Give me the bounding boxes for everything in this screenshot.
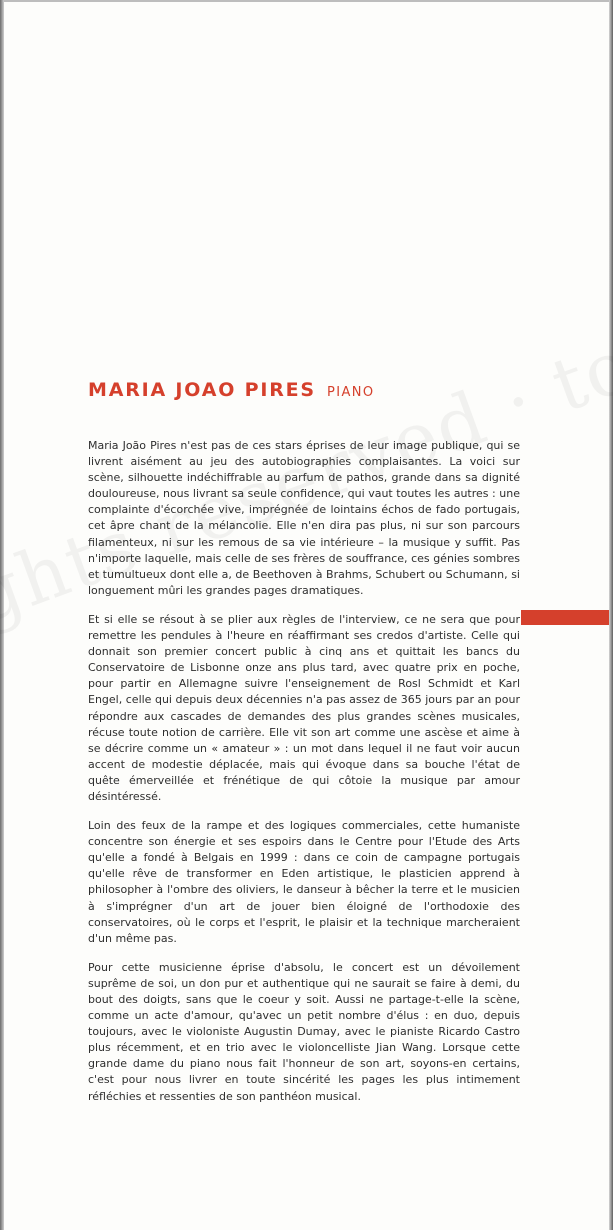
paragraph-4: Pour cette musicienne éprise d'absolu, le concert est un dévoilement suprême de soi, un don pur et authentique qui ne saurait se faire à demi, du bout des doigts, sans que le coeur y soit. Aussi ne partage-t-elle la scène, comme un acte d'amour, qu'avec un petit nombre d'élus : en duo, depuis toujours, avec le violoniste Augustin Dumay, avec le pianiste Ricardo Castro plus récemment, et en trio avec le violoncelliste Jian Wang. Lorsque cette grande dame du piano nous fait l'honneur de son art, soyons-en certains, c'est pour nous livrer en toute sincérité les pages les plus intimement réfléchies et ressenties de son panthéon musical. [88,960,520,1103]
paragraph-1: Maria João Pires n'est pas de ces stars éprises de leur image publique, qui se livrent aisément au jeu des autobiographies complaisantes. La voici sur scène, silhouette indéchiffrable au parfum de pathos, grande dans sa dignité douloureuse, nous livrant sa seule confidence, qui vaut toutes les autres : une complainte d'écorchée vive, imprégnée de lointains échos de fado portugais, cet âpre chant de la mélancolie. Elle n'en dira pas plus, ni sur son parcours filamenteux, ni sur les remous de sa vie intérieure – la musique y suffit. Pas n'importe laquelle, mais celle de ses frères de souffrance, ces génies sombres et tumultueux dont elle a, de Beethoven à Brahms, Schubert ou Schumann, si longuement mûri les grandes pages dramatiques. [88,439,520,597]
scan-top-edge [0,0,613,2]
red-accent-band [521,610,609,625]
scan-right-edge [609,0,613,1230]
paragraph-3: Loin des feux de la rampe et des logiques commerciales, cette humaniste concentre son énergie et ses espoirs dans le Centre pour l'Etude des Arts qu'elle a fondé à Belgais en 1999 : dans ce coin de campagne portugais qu'elle rêve de transformer en Eden artistique, le plasticien apprend à philosopher à l'ombre des oliviers, le danseur à bêcher la terre et le musicien à s'imprégner d'un art de jouer bien éloigné de l'orthodoxie des conservatoires, où le corps et l'esprit, le plaisir et la technique marcheraient d'un même pas. [88,819,520,945]
performer-name: MARIA JOAO PIRES [88,379,316,401]
paragraph-2: Et si elle se résout à se plier aux règles de l'interview, ce ne sera que pour remettre les pendules à l'heure en réaffirmant ses credos d'artiste. Celle qui donnait son premier concert public à cinq ans et quittait les bancs du Conservatoire de Lisbonne onze ans plus tard, avec quatre prix en poche, pour partir en Allemagne suivre l'enseignement de Rosl Schmidt et Karl Engel, celle qui depuis deux décennies n'a pas assez de 365 jours par an pour répondre aux cascades de demandes des plus grandes scènes musicales, récuse toute notion de carrière. Elle vit son art comme une ascèse et aime à se décrire comme un « amateur » : un mot dans lequel il ne faut voir aucun accent de modestie déplacée, mais qui évoque dans sa bouche l'état de quête émerveillée et frénétique de qui côtoie la musique par amour désintéressé. [88,612,520,803]
biography-text [88,438,520,1118]
performer-header [88,379,375,401]
performer-instrument: PIANO [327,385,375,400]
